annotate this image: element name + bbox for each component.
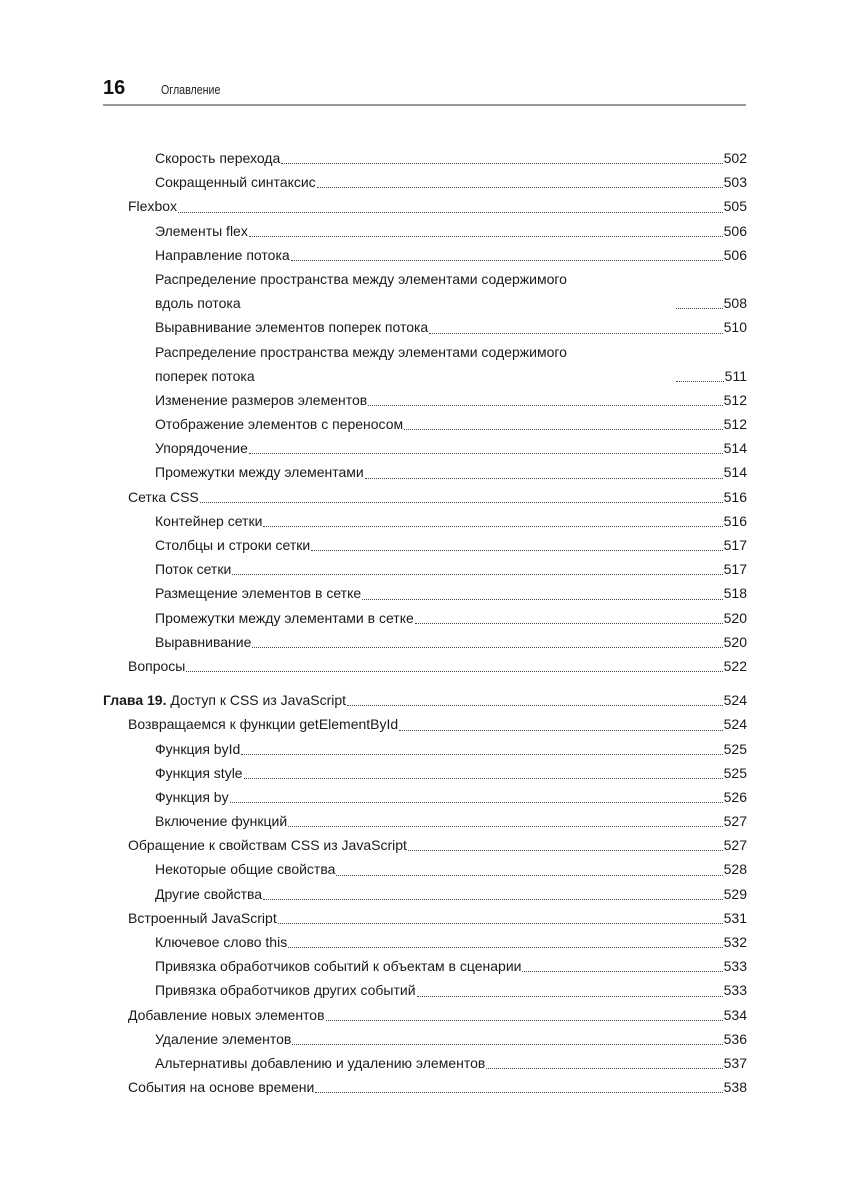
- toc-entry-title: Включение функций: [155, 813, 288, 830]
- toc-entry[interactable]: [103, 761, 747, 785]
- toc-entry-title: Контейнер сетки: [155, 512, 263, 529]
- toc-entry-title: Промежутки между элементами в сетке: [155, 609, 414, 626]
- toc-entry[interactable]: [103, 219, 747, 243]
- toc-entry[interactable]: [103, 1051, 747, 1075]
- dot-leader: [676, 307, 723, 309]
- toc-page-number: 524: [723, 692, 747, 709]
- toc-entry[interactable]: [103, 809, 747, 833]
- toc-page-number: 517: [723, 561, 747, 578]
- toc-entry[interactable]: [103, 581, 747, 605]
- dot-leader: [241, 753, 722, 755]
- toc-page-number: 527: [723, 813, 747, 830]
- toc-entry[interactable]: [103, 954, 747, 978]
- dot-leader: [178, 211, 723, 213]
- toc-entry[interactable]: [103, 1027, 747, 1051]
- toc-entry-text: [155, 243, 724, 267]
- dot-leader: [281, 162, 722, 164]
- toc-entry-title: Другие свойства: [155, 885, 263, 902]
- dot-leader: [315, 1091, 722, 1093]
- dot-leader: [362, 598, 723, 600]
- toc-page-number: 503: [723, 174, 747, 191]
- toc-entry-text: [155, 978, 724, 1002]
- dot-leader: [278, 922, 723, 924]
- toc-entry-title: Ключевое слово this: [155, 934, 288, 951]
- toc-entry-text: [155, 436, 724, 460]
- toc-entry-title: Отображение элементов с переносом: [155, 416, 404, 433]
- toc-entry-title: Альтернативы добавлению и удалению элементов: [155, 1054, 486, 1071]
- toc-entry[interactable]: [103, 460, 747, 484]
- toc-page-number: 506: [723, 222, 747, 239]
- dot-leader: [676, 380, 724, 382]
- dot-leader: [252, 646, 722, 648]
- toc-entry-title: Привязка обработчиков событий к объектам в сценарии: [155, 958, 522, 975]
- toc-entry[interactable]: [103, 557, 747, 581]
- toc-page-number: 502: [723, 149, 747, 166]
- toc-entry[interactable]: [103, 882, 747, 906]
- dot-leader: [186, 670, 722, 672]
- dot-leader: [249, 235, 723, 237]
- toc-entry-title: Направление потока: [155, 246, 290, 263]
- toc-entry-title: Некоторые общие свойства: [155, 861, 336, 878]
- dot-leader: [200, 501, 723, 503]
- toc-entry[interactable]: [103, 712, 747, 736]
- toc-entry-text: [128, 1075, 724, 1099]
- toc-entry-text: [155, 809, 724, 833]
- toc-entry-title: Поток сетки: [155, 561, 232, 578]
- toc-entry-title: Размещение элементов в сетке: [155, 585, 362, 602]
- toc-entry[interactable]: [103, 785, 747, 809]
- dot-leader: [417, 995, 723, 997]
- toc-page-number: 514: [723, 464, 747, 481]
- toc-page-number: 537: [723, 1054, 747, 1071]
- toc-entry-title-line1: Распределение пространства между элементами содержимого: [155, 343, 567, 360]
- dot-leader: [399, 729, 722, 731]
- toc-entry-title: Промежутки между элементами: [155, 464, 364, 481]
- dot-leader: [288, 946, 722, 948]
- toc-entry[interactable]: [103, 412, 747, 436]
- toc-entry-title-line2: поперек потока: [155, 367, 255, 384]
- toc-page-number: 533: [723, 958, 747, 975]
- toc-entry-title: Встроенный JavaScript: [128, 909, 277, 926]
- toc-entry[interactable]: [103, 509, 747, 533]
- dot-leader: [288, 825, 722, 827]
- toc-entry[interactable]: [103, 533, 747, 557]
- toc-entry-title: Обращение к свойствам CSS из JavaScript: [128, 837, 407, 854]
- dot-leader: [415, 622, 723, 624]
- toc-entry-title: Функция style: [155, 764, 243, 781]
- page-header: [103, 74, 746, 106]
- toc-entry[interactable]: [103, 857, 747, 881]
- toc-entry[interactable]: [103, 267, 747, 315]
- dot-leader: [365, 477, 723, 479]
- toc-page-number: 525: [723, 764, 747, 781]
- toc-entry-text: [155, 533, 724, 557]
- dot-leader: [263, 525, 722, 527]
- toc-entry[interactable]: [103, 194, 747, 218]
- toc-entry-text: [155, 509, 724, 533]
- toc-page-number: 527: [723, 837, 747, 854]
- page-number: 16: [103, 77, 126, 99]
- toc-page-number: 534: [723, 1006, 747, 1023]
- toc-entry-text: [155, 581, 724, 605]
- dot-leader: [311, 549, 722, 551]
- toc-entry-title: Функция by: [155, 788, 229, 805]
- toc-entry[interactable]: [103, 930, 747, 954]
- toc-entry-text: [155, 315, 724, 339]
- toc-entry-text: [155, 930, 724, 954]
- dot-leader: [486, 1067, 722, 1069]
- toc-entry[interactable]: [103, 630, 747, 654]
- toc-page-number: 514: [723, 440, 747, 457]
- toc-entry[interactable]: [103, 654, 747, 678]
- toc-entry-text: [155, 557, 724, 581]
- toc-entry[interactable]: [103, 243, 747, 267]
- toc-entry-title: Сокращенный синтаксис: [155, 174, 316, 191]
- toc-page-number: 531: [723, 909, 747, 926]
- toc-entry-text: [155, 1051, 724, 1075]
- toc-page-number: 510: [723, 319, 747, 336]
- toc-entry-title-line2: вдоль потока: [155, 295, 241, 312]
- toc-entry-text: [155, 630, 724, 654]
- toc-entry[interactable]: [103, 436, 747, 460]
- toc-entry-title: Сетка CSS: [128, 488, 199, 505]
- toc-page-number: 512: [723, 391, 747, 408]
- toc-entry-text: [155, 412, 724, 436]
- toc-page-number: 524: [723, 716, 747, 733]
- dot-leader: [368, 404, 722, 406]
- toc-entry-title: Столбцы и строки сетки: [155, 537, 311, 554]
- toc-entry[interactable]: [103, 737, 747, 761]
- dot-leader: [249, 452, 723, 454]
- toc-entry-text: [103, 688, 724, 712]
- toc-entry-title: Скорость перехода: [155, 149, 281, 166]
- toc-page-number: 526: [723, 788, 747, 805]
- table-of-contents: [103, 146, 747, 1099]
- toc-page-number: 532: [723, 934, 747, 951]
- toc-entry[interactable]: [103, 1003, 747, 1027]
- dot-leader: [244, 777, 723, 779]
- toc-entry-text: [155, 388, 724, 412]
- dot-leader: [326, 1019, 723, 1021]
- toc-entry-text: [155, 882, 724, 906]
- toc-page-number: 517: [723, 537, 747, 554]
- toc-page-number: 512: [723, 416, 747, 433]
- dot-leader: [429, 332, 722, 334]
- dot-leader: [522, 970, 722, 972]
- toc-entry-title: События на основе времени: [128, 1079, 315, 1096]
- toc-entry[interactable]: [103, 485, 747, 509]
- toc-entry-text: [128, 654, 724, 678]
- toc-entry-text: [128, 1003, 724, 1027]
- toc-page-number: 528: [723, 861, 747, 878]
- toc-entry[interactable]: [103, 606, 747, 630]
- dot-leader: [292, 1043, 722, 1045]
- toc-page-number: 522: [723, 657, 747, 674]
- toc-entry-title: Выравнивание: [155, 633, 252, 650]
- dot-leader: [291, 259, 723, 261]
- toc-entry-text: [155, 146, 724, 170]
- toc-entry[interactable]: [103, 340, 747, 388]
- toc-entry-title: Добавление новых элементов: [128, 1006, 325, 1023]
- dot-leader: [336, 874, 722, 876]
- running-title: Оглавление: [161, 82, 221, 97]
- toc-entry-title: Элементы flex: [155, 222, 248, 239]
- toc-entry-text: [128, 906, 724, 930]
- dot-leader: [232, 573, 722, 575]
- toc-page-number: 506: [723, 246, 747, 263]
- toc-entry-text: [155, 737, 724, 761]
- toc-entry-text: [155, 1027, 724, 1051]
- toc-entry[interactable]: [103, 833, 747, 857]
- toc-page-number: 529: [723, 885, 747, 902]
- toc-entry-text: [155, 761, 724, 785]
- dot-leader: [404, 428, 723, 430]
- toc-entry[interactable]: [103, 906, 747, 930]
- toc-entry-title: Возвращаемся к функции getElementById: [128, 716, 399, 733]
- toc-entry-text: [155, 785, 724, 809]
- toc-page-number: 511: [724, 367, 747, 384]
- chapter-label: Глава 19.: [103, 692, 167, 709]
- dot-leader: [263, 898, 723, 900]
- toc-entry-title: Функция byId: [155, 740, 241, 757]
- toc-page-number: 505: [723, 198, 747, 215]
- dot-leader: [230, 801, 723, 803]
- toc-entry-title: Вопросы: [128, 657, 186, 674]
- toc-entry-text: [128, 712, 724, 736]
- toc-page-number: 525: [723, 740, 747, 757]
- toc-entry[interactable]: [103, 388, 747, 412]
- toc-entry-text: [155, 460, 724, 484]
- toc-chapter-entry[interactable]: [103, 688, 747, 712]
- toc-entry-text: [128, 194, 724, 218]
- toc-page-number: 516: [723, 488, 747, 505]
- toc-entry-title: Привязка обработчиков других событий: [155, 982, 416, 999]
- toc-entry[interactable]: [103, 315, 747, 339]
- toc-entry[interactable]: [103, 146, 747, 170]
- toc-page-number: 516: [723, 512, 747, 529]
- dot-leader: [317, 186, 723, 188]
- toc-entry[interactable]: [103, 170, 747, 194]
- dot-leader: [408, 849, 723, 851]
- toc-entry-text: [155, 954, 724, 978]
- toc-entry-title: Доступ к CSS из JavaScript: [166, 692, 347, 709]
- toc-page-number: 538: [723, 1079, 747, 1096]
- toc-entry-text: [155, 606, 724, 630]
- toc-entry[interactable]: [103, 978, 747, 1002]
- toc-entry-title-line1: Распределение пространства между элементами содержимого: [155, 270, 567, 287]
- toc-page-number: 520: [723, 633, 747, 650]
- toc-entry-text: [155, 219, 724, 243]
- toc-page-number: 533: [723, 982, 747, 999]
- toc-entry-text: [155, 170, 724, 194]
- dot-leader: [347, 704, 723, 706]
- toc-page-number: 536: [723, 1030, 747, 1047]
- toc-entry-title: Flexbox: [128, 198, 178, 215]
- toc-entry-title: Выравнивание элементов поперек потока: [155, 319, 429, 336]
- toc-entry-title: Упорядочение: [155, 440, 248, 457]
- toc-page-number: 508: [723, 295, 747, 312]
- toc-entry-title: Изменение размеров элементов: [155, 391, 368, 408]
- toc-entry-title: Удаление элементов: [155, 1030, 292, 1047]
- toc-entry-text: [128, 485, 724, 509]
- toc-entry-text: [128, 833, 724, 857]
- toc-entry-text: [155, 857, 724, 881]
- toc-page-number: 520: [723, 609, 747, 626]
- toc-page-number: 518: [723, 585, 747, 602]
- toc-entry[interactable]: [103, 1075, 747, 1099]
